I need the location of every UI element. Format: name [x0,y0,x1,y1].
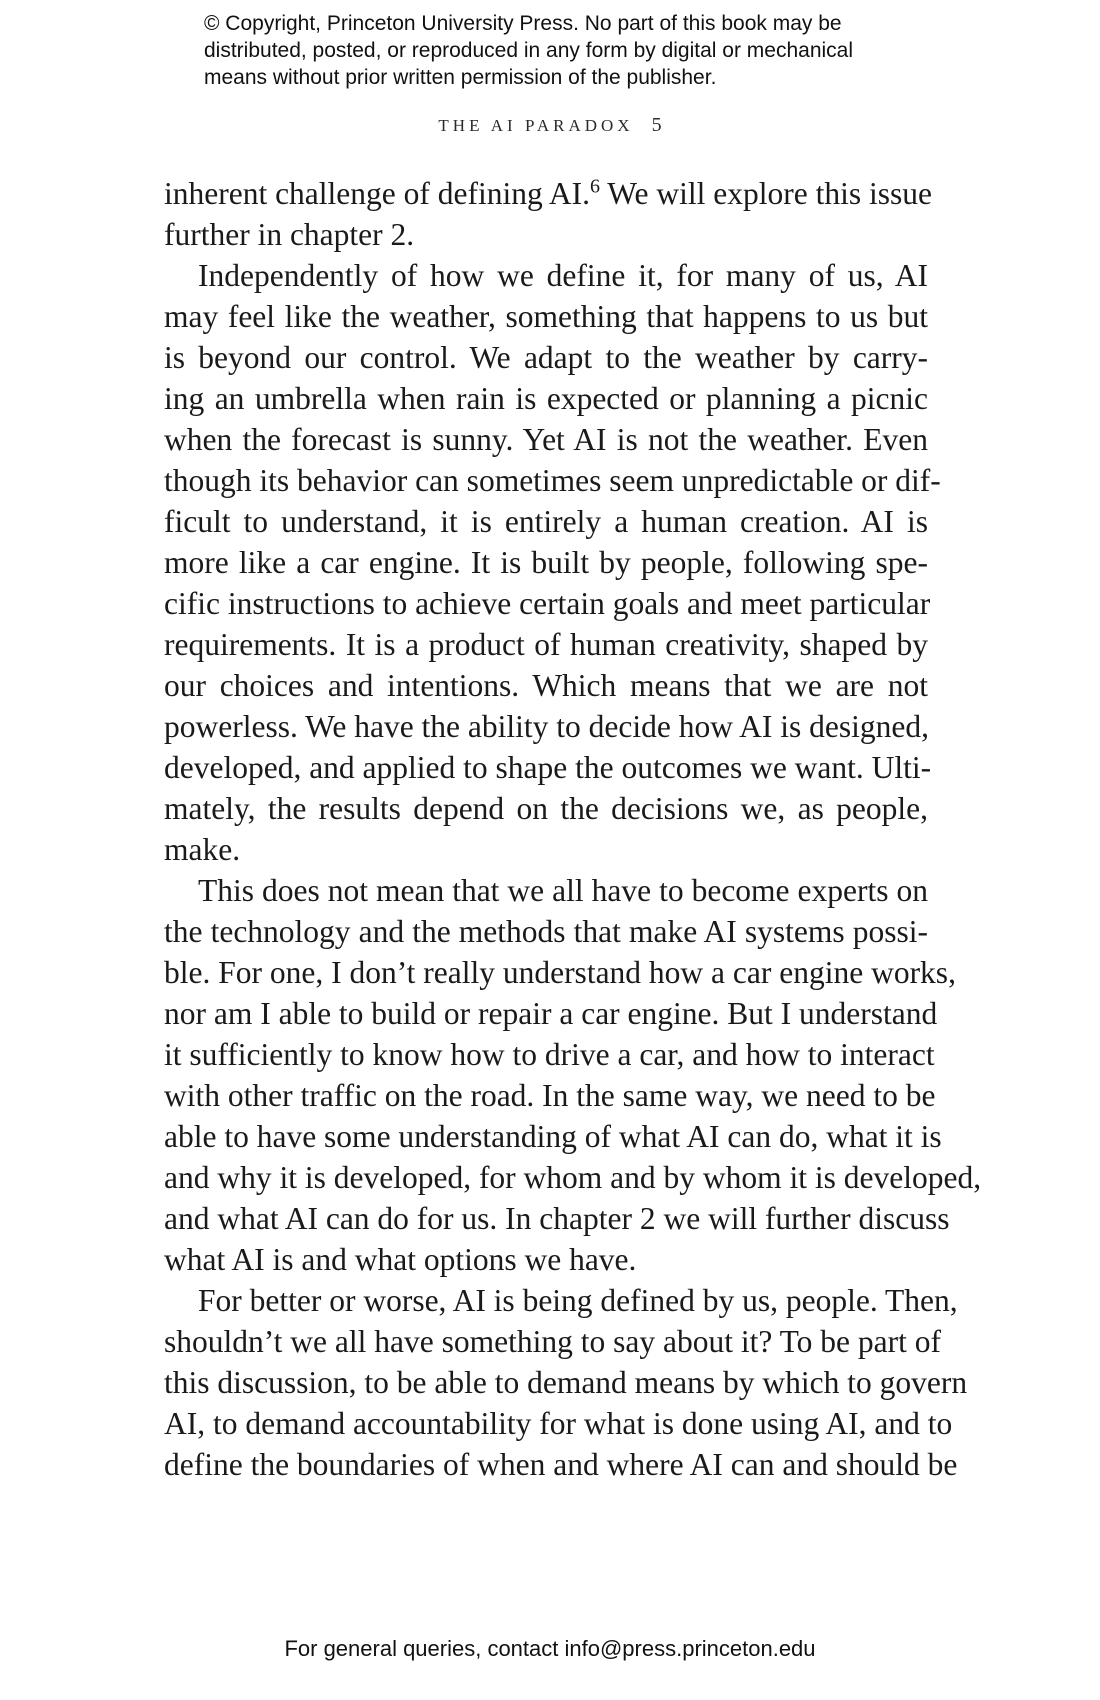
text-line: though its behavior can sometimes seem unpredictable or dif- [164,463,941,498]
text-line: This does not mean that we all have to become experts on [198,873,928,908]
copyright-line: © Copyright, Princeton University Press. No part of this book may be [204,12,842,35]
copyright-line: distributed, posted, or reproduced in any form by digital or mechanical [204,39,854,62]
text-line: ing an umbrella when rain is expected or planning a picnic [164,381,928,416]
text-line: further in chapter 2. [164,217,415,252]
text-line: our choices and intentions. Which means that we are not [164,668,928,703]
paragraph-1 [164,173,932,255]
footer-contact: For general queries, contact info@press.princeton.edu [284,1636,816,1661]
body-text [164,173,982,1485]
text-line: this discussion, to be able to demand means by which to govern [164,1365,968,1400]
text-line [164,173,932,214]
text-line: make. [164,832,241,867]
paragraph-2 [164,255,941,870]
text-line: nor am I able to build or repair a car engine. But I understand [164,996,938,1031]
text-line: define the boundaries of when and where AI can and should be [164,1447,958,1482]
text-line: ficult to understand, it is entirely a human creation. AI is [164,504,928,539]
page-number: 5 [651,114,662,136]
text-line: is beyond our control. We adapt to the weather by carry- [164,340,928,375]
text-line: able to have some understanding of what AI can do, what it is [164,1119,942,1154]
text-line: shouldn’t we all have something to say about it? To be part of [164,1324,941,1359]
text-line: it sufficiently to know how to drive a car, and how to interact [164,1037,935,1072]
text-run: We will explore this issue [599,176,932,211]
text-line: powerless. We have the ability to decide how AI is designed, [164,709,929,744]
paragraph-4 [164,1280,968,1485]
text-line: with other traffic on the road. In the same way, we need to be [164,1078,936,1113]
text-line: the technology and the methods that make AI systems possi- [164,914,928,949]
text-run: inherent challenge of defining AI. [164,176,590,211]
text-line: may feel like the weather, something that happens to us but [164,299,928,334]
text-line: cific instructions to achieve certain goals and meet particular [164,586,931,621]
copyright-notice [204,10,924,91]
text-line: mately, the results depend on the decisions we, as people, [164,791,928,826]
text-line: AI, to demand accountability for what is done using AI, and to [164,1406,953,1441]
text-line: requirements. It is a product of human creativity, shaped by [164,627,928,662]
text-line: what AI is and what options we have. [164,1242,637,1277]
text-line: Independently of how we define it, for many of us, AI [198,258,928,293]
text-line: For better or worse, AI is being defined by us, people. Then, [198,1283,958,1318]
paragraph-3 [164,870,982,1280]
text-line: and why it is developed, for whom and by whom it is developed, [164,1160,982,1195]
text-line: more like a car engine. It is built by people, following spe- [164,545,928,580]
footnote-ref-6[interactable]: 6 [589,175,600,198]
running-head [0,114,1100,137]
text-line: ble. For one, I don’t really understand how a car engine works, [164,955,956,990]
text-line: when the forecast is sunny. Yet AI is not the weather. Even [164,422,928,457]
text-line: and what AI can do for us. In chapter 2 we will further discuss [164,1201,950,1236]
text-line: developed, and applied to shape the outcomes we want. Ulti- [164,750,932,785]
running-head-title: THE AI PARADOX [438,116,634,135]
copyright-line: means without prior written permission of the publisher. [204,66,717,89]
